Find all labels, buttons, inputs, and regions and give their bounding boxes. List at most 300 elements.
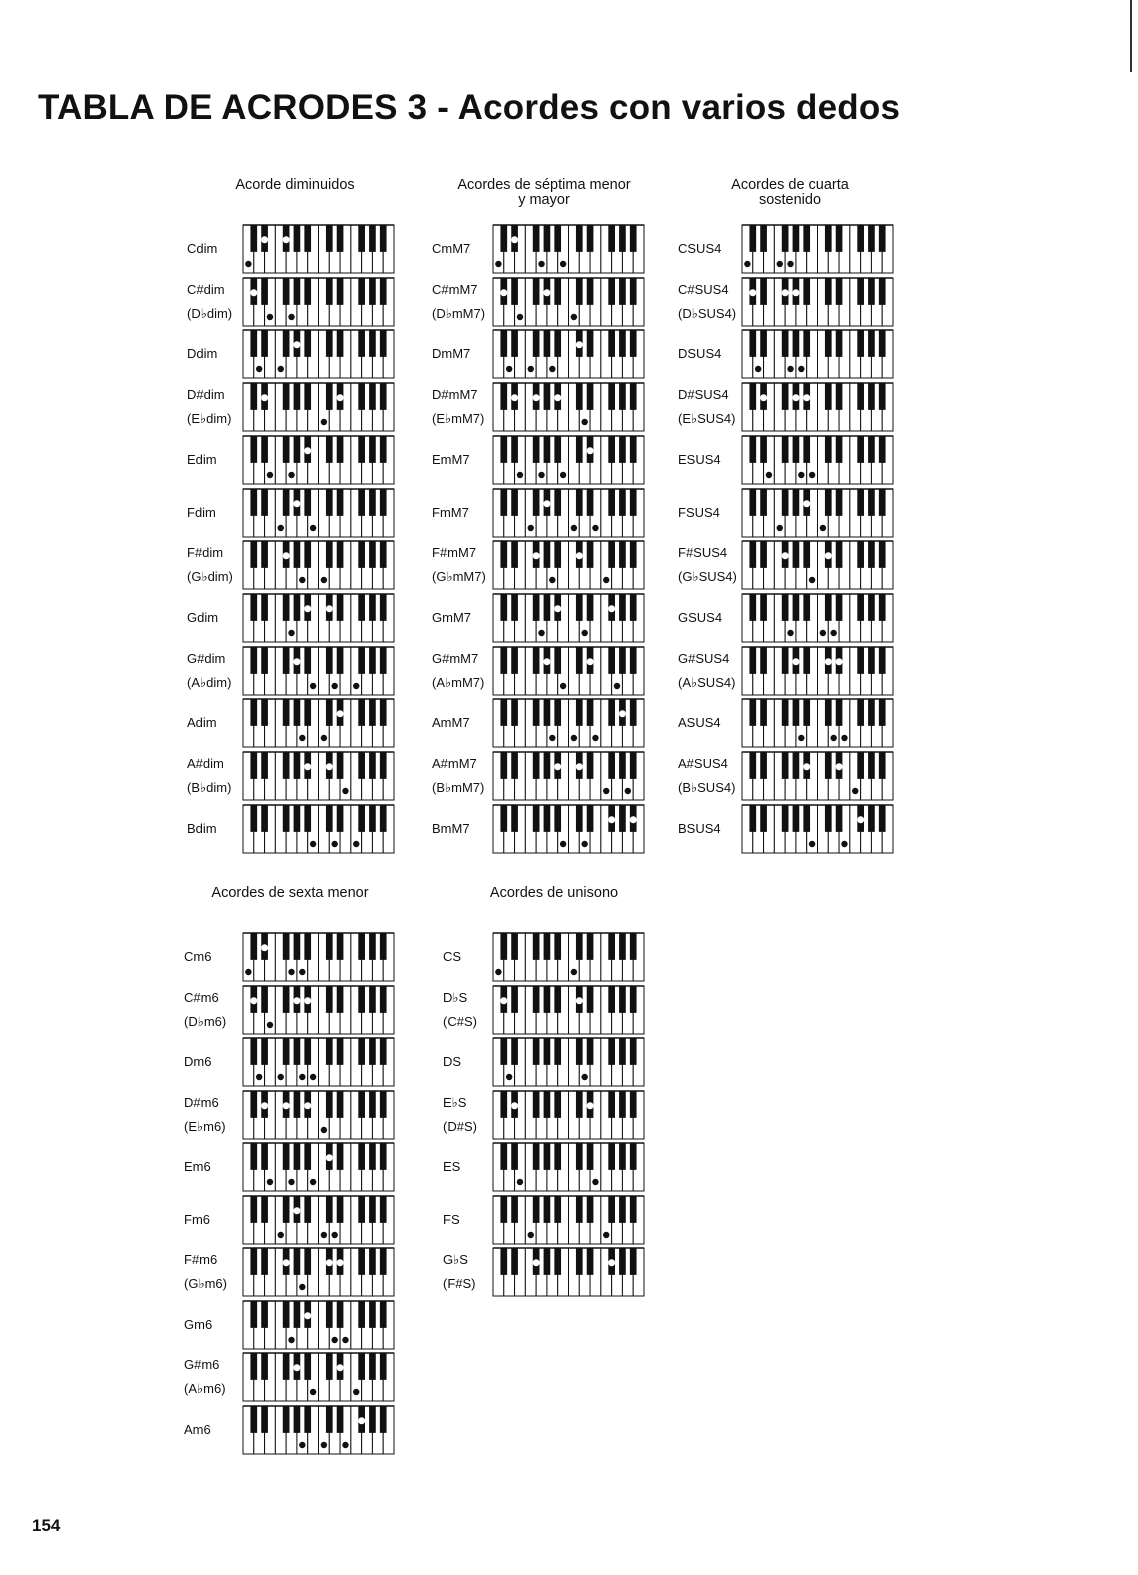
black-key: [283, 594, 290, 621]
black-key: [836, 594, 843, 621]
finger-dot: [512, 1102, 518, 1108]
black-key: [500, 933, 507, 960]
black-key: [836, 383, 843, 410]
keyboard-diagram: [243, 933, 394, 981]
black-key: [358, 1248, 365, 1275]
keyboard-diagram: [243, 1038, 394, 1086]
finger-dot: [310, 1179, 316, 1185]
black-key: [630, 1196, 637, 1223]
black-key: [587, 489, 594, 516]
black-key: [544, 1038, 551, 1065]
black-key: [608, 647, 615, 674]
black-key: [261, 436, 268, 463]
chord-row: [184, 1406, 394, 1454]
finger-dot: [278, 524, 284, 530]
finger-dot: [852, 788, 858, 794]
chord-name: A#dim: [187, 756, 224, 771]
chord-alt-name: (D♭m6): [184, 1013, 227, 1029]
black-key: [337, 278, 344, 305]
black-key: [283, 752, 290, 779]
black-key: [630, 330, 637, 357]
black-key: [380, 1143, 387, 1170]
black-key: [630, 752, 637, 779]
finger-dot: [560, 472, 566, 478]
finger-dot: [809, 472, 815, 478]
page-number: 154: [32, 1516, 61, 1535]
finger-dot: [288, 1336, 294, 1342]
black-key: [511, 436, 518, 463]
finger-dot: [321, 419, 327, 425]
black-key: [369, 986, 376, 1013]
black-key: [283, 1406, 290, 1433]
finger-dot: [267, 1021, 273, 1027]
finger-dot: [793, 289, 799, 295]
chord-row: [678, 330, 893, 378]
black-key: [793, 541, 800, 568]
black-key: [500, 1196, 507, 1223]
chord-name: Cm6: [184, 949, 212, 964]
chord-alt-name: (E♭dim): [187, 411, 232, 427]
chord-row: [678, 489, 893, 537]
black-key: [511, 1038, 518, 1065]
chord-row: [678, 647, 893, 695]
chord-row: [432, 489, 644, 537]
keyboard-diagram: [243, 1353, 394, 1401]
black-key: [825, 278, 832, 305]
black-key: [544, 225, 551, 252]
keyboard-diagram: [742, 278, 893, 326]
chord-row: [432, 225, 644, 273]
chord-alt-name: (G♭m6): [184, 1276, 227, 1291]
black-key: [544, 383, 551, 410]
black-key: [793, 436, 800, 463]
black-key: [283, 436, 290, 463]
black-key: [782, 330, 789, 357]
black-key: [803, 330, 810, 357]
black-key: [283, 1038, 290, 1065]
black-key: [380, 489, 387, 516]
finger-dot: [245, 969, 251, 975]
finger-dot: [830, 735, 836, 741]
chord-name: AmM7: [432, 715, 470, 731]
chord-row: [187, 594, 394, 642]
keyboard-diagram: [493, 1248, 644, 1296]
chord-row: [678, 278, 893, 326]
finger-dot: [571, 313, 577, 319]
chord-row: [184, 1248, 394, 1296]
black-key: [544, 752, 551, 779]
black-key: [326, 330, 333, 357]
black-key: [879, 594, 886, 621]
black-key: [358, 383, 365, 410]
black-key: [337, 594, 344, 621]
chord-name: BmM7: [432, 820, 470, 836]
finger-dot: [310, 1389, 316, 1395]
black-key: [857, 699, 864, 726]
keyboard-diagram: [742, 699, 893, 747]
black-key: [749, 541, 756, 568]
finger-dot: [517, 1179, 523, 1185]
black-key: [261, 647, 268, 674]
black-key: [326, 1091, 333, 1118]
finger-dot: [506, 1074, 512, 1080]
black-key: [326, 225, 333, 252]
black-key: [587, 330, 594, 357]
chord-name: Em6: [184, 1159, 211, 1174]
keyboard-diagram: [493, 330, 644, 378]
chord-name: C#m6: [184, 989, 219, 1005]
chord-row: [187, 805, 394, 853]
chord-alt-name: (E♭mM7): [432, 411, 485, 427]
black-key: [749, 699, 756, 726]
black-key: [294, 594, 301, 621]
finger-dot: [353, 1389, 359, 1395]
black-key: [500, 383, 507, 410]
black-key: [250, 647, 257, 674]
keyboard-diagram: [493, 933, 644, 981]
black-key: [294, 1301, 301, 1328]
finger-dot: [251, 289, 257, 295]
finger-dot: [782, 553, 788, 559]
black-key: [533, 986, 540, 1013]
finger-dot: [353, 682, 359, 688]
chord-alt-name: (A♭SUS4): [678, 674, 736, 690]
black-key: [554, 805, 561, 832]
black-key: [304, 805, 311, 832]
black-key: [500, 1091, 507, 1118]
chord-row: [187, 330, 394, 378]
finger-dot: [603, 577, 609, 583]
black-key: [358, 1091, 365, 1118]
black-key: [554, 330, 561, 357]
black-key: [283, 699, 290, 726]
chord-name: G#dim: [187, 650, 226, 666]
finger-dot: [549, 366, 555, 372]
black-key: [857, 594, 864, 621]
black-key: [576, 699, 583, 726]
finger-dot: [326, 1260, 332, 1266]
chord-alt-name: (G♭dim): [187, 569, 233, 585]
finger-dot: [609, 816, 615, 822]
finger-dot: [787, 366, 793, 372]
black-key: [608, 752, 615, 779]
black-key: [250, 1301, 257, 1328]
chord-row: [187, 699, 394, 747]
finger-dot: [836, 764, 842, 770]
chord-name: Ddim: [187, 346, 218, 362]
black-key: [511, 541, 518, 568]
black-key: [836, 225, 843, 252]
black-key: [879, 330, 886, 357]
finger-dot: [804, 764, 810, 770]
chord-name: Edim: [187, 451, 217, 467]
chord-alt-name: (A♭m6): [184, 1381, 226, 1396]
black-key: [544, 1248, 551, 1275]
finger-dot: [331, 1231, 337, 1237]
black-key: [250, 1248, 257, 1275]
black-key: [630, 383, 637, 410]
finger-dot: [305, 997, 311, 1003]
black-key: [533, 225, 540, 252]
finger-dot: [359, 1417, 365, 1423]
chord-alt-name: (D♭dim): [187, 305, 233, 321]
black-key: [326, 541, 333, 568]
finger-dot: [305, 1312, 311, 1318]
finger-dot: [337, 395, 343, 401]
chord-name: CSUS4: [678, 241, 722, 256]
black-key: [250, 805, 257, 832]
black-key: [836, 805, 843, 832]
black-key: [825, 489, 832, 516]
black-key: [261, 699, 268, 726]
black-key: [576, 489, 583, 516]
finger-dot: [299, 735, 305, 741]
finger-dot: [798, 366, 804, 372]
black-key: [500, 752, 507, 779]
chord-name: D#SUS4: [678, 387, 729, 403]
black-key: [511, 489, 518, 516]
chord-row: [432, 594, 644, 642]
black-key: [294, 933, 301, 960]
finger-dot: [777, 261, 783, 267]
black-key: [544, 986, 551, 1013]
finger-dot: [294, 1207, 300, 1213]
chord-name: CmM7: [432, 241, 471, 256]
black-key: [294, 1143, 301, 1170]
black-key: [326, 1301, 333, 1328]
chord-row: [432, 278, 644, 326]
chord-row: [443, 1248, 644, 1296]
black-key: [576, 594, 583, 621]
black-key: [825, 436, 832, 463]
finger-dot: [299, 1074, 305, 1080]
black-key: [326, 278, 333, 305]
chord-name: Fm6: [184, 1211, 210, 1227]
keyboard-diagram: [243, 225, 394, 273]
black-key: [304, 1143, 311, 1170]
black-key: [337, 1406, 344, 1433]
black-key: [825, 225, 832, 252]
keyboard-diagram: [742, 383, 893, 431]
chord-alt-name: (A♭mM7): [432, 674, 485, 690]
black-key: [587, 383, 594, 410]
black-key: [587, 752, 594, 779]
finger-dot: [251, 997, 257, 1003]
black-key: [619, 1143, 626, 1170]
finger-dot: [278, 1074, 284, 1080]
black-key: [369, 1301, 376, 1328]
finger-dot: [294, 1365, 300, 1371]
black-key: [782, 805, 789, 832]
finger-dot: [619, 711, 625, 717]
black-key: [619, 330, 626, 357]
black-key: [576, 1248, 583, 1275]
chord-name: ES: [443, 1159, 461, 1174]
black-key: [760, 225, 767, 252]
black-key: [380, 1406, 387, 1433]
chord-name: Bdim: [187, 820, 217, 836]
black-key: [868, 647, 875, 674]
black-key: [369, 1143, 376, 1170]
chord-name: GmM7: [432, 609, 471, 625]
finger-dot: [495, 261, 501, 267]
chord-alt-name: (D#S): [443, 1118, 477, 1134]
black-key: [337, 1196, 344, 1223]
chord-row: [678, 383, 893, 431]
finger-dot: [609, 1260, 615, 1266]
black-key: [554, 1248, 561, 1275]
black-key: [782, 436, 789, 463]
black-key: [619, 278, 626, 305]
black-key: [337, 1301, 344, 1328]
black-key: [250, 436, 257, 463]
black-key: [261, 1143, 268, 1170]
black-key: [380, 699, 387, 726]
finger-dot: [294, 500, 300, 506]
chord-alt-name: (B♭mM7): [432, 780, 485, 795]
chord-name: G#m6: [184, 1357, 220, 1372]
black-key: [533, 805, 540, 832]
black-key: [576, 1196, 583, 1223]
black-key: [749, 805, 756, 832]
black-key: [369, 1091, 376, 1118]
scan-edge-mark: [1130, 0, 1132, 72]
chord-name: F#dim: [187, 545, 224, 561]
black-key: [261, 1301, 268, 1328]
finger-dot: [528, 1231, 534, 1237]
finger-dot: [841, 735, 847, 741]
finger-dot: [517, 472, 523, 478]
black-key: [511, 986, 518, 1013]
finger-dot: [581, 1074, 587, 1080]
black-key: [749, 383, 756, 410]
chord-row: [678, 805, 893, 853]
black-key: [283, 647, 290, 674]
black-key: [630, 436, 637, 463]
black-key: [250, 1406, 257, 1433]
black-key: [879, 541, 886, 568]
finger-dot: [538, 630, 544, 636]
chord-name: C#dim: [187, 281, 225, 297]
black-key: [380, 1091, 387, 1118]
black-key: [793, 330, 800, 357]
chord-name: ASUS4: [678, 715, 721, 731]
black-key: [857, 436, 864, 463]
chord-name: F#m6: [184, 1252, 218, 1267]
black-key: [544, 1196, 551, 1223]
finger-dot: [321, 1231, 327, 1237]
black-key: [619, 933, 626, 960]
black-key: [836, 436, 843, 463]
chord-name: D#dim: [187, 387, 225, 403]
finger-dot: [337, 1260, 343, 1266]
black-key: [533, 752, 540, 779]
finger-dot: [798, 472, 804, 478]
chord-row: [678, 225, 893, 273]
black-key: [380, 383, 387, 410]
black-key: [511, 594, 518, 621]
black-key: [283, 489, 290, 516]
black-key: [250, 752, 257, 779]
black-key: [793, 489, 800, 516]
chord-name: DS: [443, 1054, 462, 1069]
black-key: [587, 594, 594, 621]
keyboard-diagram: [493, 699, 644, 747]
black-key: [369, 489, 376, 516]
black-key: [304, 1196, 311, 1223]
black-key: [358, 541, 365, 568]
keyboard-diagram: [493, 383, 644, 431]
finger-dot: [581, 630, 587, 636]
black-key: [825, 805, 832, 832]
black-key: [749, 647, 756, 674]
black-key: [337, 647, 344, 674]
black-key: [608, 1196, 615, 1223]
black-key: [803, 594, 810, 621]
black-key: [380, 1248, 387, 1275]
finger-dot: [825, 553, 831, 559]
finger-dot: [555, 395, 561, 401]
black-key: [250, 489, 257, 516]
black-key: [283, 383, 290, 410]
black-key: [380, 278, 387, 305]
black-key: [250, 541, 257, 568]
black-key: [630, 1091, 637, 1118]
chord-name: CS: [443, 949, 462, 964]
chord-row: [184, 1038, 394, 1086]
black-key: [326, 933, 333, 960]
chord-row: [678, 541, 893, 589]
chord-row: [432, 647, 644, 695]
finger-dot: [571, 524, 577, 530]
black-key: [857, 647, 864, 674]
finger-dot: [512, 395, 518, 401]
finger-dot: [305, 764, 311, 770]
chord-row: [187, 278, 394, 326]
finger-dot: [288, 313, 294, 319]
black-key: [511, 752, 518, 779]
black-key: [326, 1353, 333, 1380]
black-key: [608, 330, 615, 357]
black-key: [250, 699, 257, 726]
black-key: [304, 699, 311, 726]
black-key: [511, 278, 518, 305]
black-key: [868, 489, 875, 516]
black-key: [793, 752, 800, 779]
black-key: [500, 699, 507, 726]
finger-dot: [841, 840, 847, 846]
finger-dot: [560, 261, 566, 267]
black-key: [608, 541, 615, 568]
black-key: [630, 489, 637, 516]
black-key: [587, 1143, 594, 1170]
black-key: [760, 541, 767, 568]
black-key: [369, 647, 376, 674]
chord-row: [678, 752, 893, 800]
chord-row: [678, 594, 893, 642]
black-key: [500, 489, 507, 516]
finger-dot: [321, 1441, 327, 1447]
black-key: [326, 805, 333, 832]
chord-row: [432, 699, 644, 747]
black-key: [283, 986, 290, 1013]
black-key: [250, 1091, 257, 1118]
black-key: [500, 330, 507, 357]
finger-dot: [630, 816, 636, 822]
black-key: [326, 383, 333, 410]
keyboard-diagram: [493, 647, 644, 695]
section-heading: Acorde diminuidos: [235, 177, 355, 193]
